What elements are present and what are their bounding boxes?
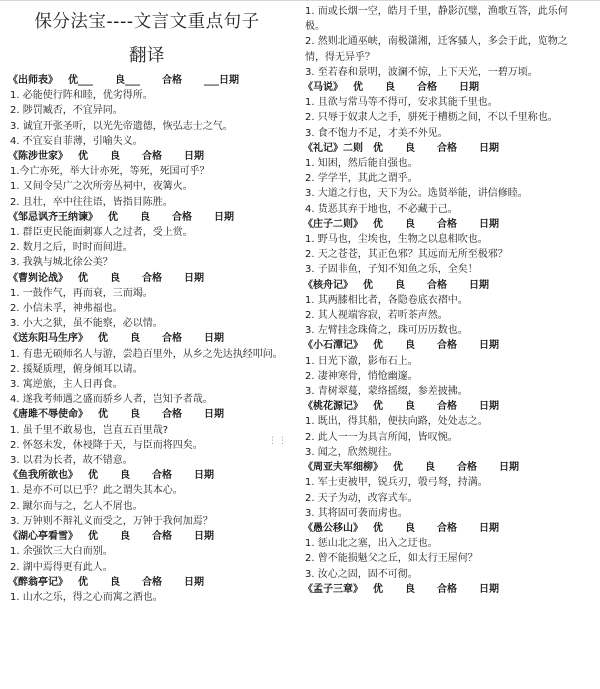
text-section [8,149,286,210]
rating-label: 良 [405,522,415,534]
sentence-item: 1. 且欲与常马等不得可，安求其能千里也。 [305,97,498,109]
text-section [303,80,581,141]
text-section [303,460,581,521]
rating-label: 优 [98,409,108,421]
text-section [8,210,286,271]
text-section [303,338,581,399]
rating-label: 合格 [437,522,457,534]
section-title: 《湖心亭看雪》 [8,531,78,543]
section-header [303,141,581,156]
rating-label: 合格 [152,470,172,482]
section-title: 《庄子二则》 [303,218,363,230]
rating-label: 优 [373,401,383,413]
right-column [303,4,581,597]
rating-label: 日期 [479,583,499,595]
rating-label: 日期 [204,409,224,421]
sentence-item: 1. 是亦不可以已乎？此之谓失其本心。 [10,485,183,497]
rating-label: 日期 [194,531,214,543]
rating-label: 良 [425,462,435,474]
rating-label: 优 [373,583,383,595]
sentence-item: 2. 湖中焉得更有此人。 [10,561,113,573]
rating-label: 优 [88,531,98,543]
rating-label: 合格 [172,211,192,223]
sentence-item: 1. 知困，然后能自强也。 [305,158,418,170]
rating-label: 优 [88,470,98,482]
sentence-item: 2. 小信未孚，神弗福也。 [10,303,123,315]
rating-label: 优 [108,211,118,223]
rating-label: 良 [110,272,120,284]
text-section [8,331,286,407]
rating-label: 日期 [184,576,204,588]
sentence-item: 1. 军士吏被甲，锐兵刃，彀弓弩，持满。 [305,477,488,489]
section-header [303,399,581,414]
rating-label: 优 [363,279,373,291]
section-title: 《桃花源记》 [303,401,363,413]
drag-handle-icon[interactable]: ⋮⋮ [268,436,288,446]
section-title: 《孟子三章》 [303,583,363,595]
rating-label: 合格 [457,462,477,474]
section-title: 《核舟记》 [303,279,353,291]
section-header [8,407,286,422]
title-line-2: 翻译 [129,46,165,66]
rating-label: 优 [98,333,108,345]
sentence-item: 3. 食不饱力不足，才美不外见。 [305,127,448,139]
sentence-item: 1. 一鼓作气，再而衰，三而竭。 [10,287,153,299]
section-title: 《醉翁亭记》 [8,576,68,588]
rating-label: 日期 [469,279,489,291]
section-header [303,217,581,232]
sentence-item: 3. 青树翠蔓，蒙络摇缀，参差披拂。 [305,386,468,398]
text-section [8,575,286,605]
section-header [303,521,581,536]
section-title: 《唐雎不辱使命》 [8,409,88,421]
sentence-item: 4. 不宜妄自菲薄，引喻失义。 [10,135,143,147]
section-title: 《送东阳马生序》 [8,333,88,345]
sentence-item: 2. 此人一一为具言所闻，皆叹惋。 [305,431,458,443]
sentence-item: 3. 以君为长者，故不错意。 [10,455,133,467]
text-section [8,73,286,149]
sentence-item: 1. 必能使行阵和睦，优劣得所。 [10,90,153,102]
sentence-item: 3. 闻之，欣然规往。 [305,446,398,458]
section-title: 《愚公移山》 [303,522,363,534]
left-column [8,5,286,605]
sentence-item: 1. 其两膝相比者，各隐卷底衣褶中。 [305,294,468,306]
rating-label: 合格 [162,409,182,421]
sentence-item: 1. 有患无硕师名人与游，尝趋百里外，从乡之先达执经叩问。 [10,348,283,360]
rating-label: 优 [373,142,383,154]
sentence-item: 1. 日光下澈，影布石上。 [305,355,418,367]
section-title: 《小石潭记》 [303,340,363,352]
rating-label: 合格 [427,279,447,291]
sentence-item: 3. 其将固可袭而虏也。 [305,507,408,519]
section-title: 《礼记》二则 [303,142,363,154]
rating-label: 合格 [437,218,457,230]
text-section [8,271,286,332]
text-section [8,407,286,468]
title-line-1: 保分法宝----文言文重点句子 [34,12,260,32]
section-header [8,529,286,544]
rating-label: 合格 [162,75,182,86]
rating-label: 优 [393,462,403,474]
sentence-item: 1. 而或长烟一空，皓月千里，静影沉璧，渔歌互答，此乐何极。 [305,6,568,33]
text-section [8,468,286,529]
sentence-item: 1. 既出，得其船，便扶向路，处处志之。 [305,416,488,428]
rating-label: 合格 [142,272,162,284]
text-section [303,4,581,80]
sentence-item: 3. 大道之行也，天下为公。选贤举能，讲信修睦。 [305,188,528,200]
sentence-item: 1. 虽千里不敢易也，岂直五百里哉? [10,424,169,436]
section-title: 《邹忌讽齐王纳谏》 [8,211,98,223]
sentence-item: 3. 至若春和景明，波澜不惊，上下天光，一碧万顷。 [305,66,538,78]
sentence-item: 3. 汝心之固，固不可彻。 [305,568,418,580]
sentence-item: 3. 万钟则不辩礼义而受之，万钟于我何加焉？ [10,515,213,527]
sentence-item: 2. 其人视端容寂，若听茶声然。 [305,310,448,322]
rating-label: 优 [78,272,88,284]
text-section [303,399,581,460]
rating-label: 日期 [479,522,499,534]
rating-label: 良 [130,333,140,345]
rating-label: 良 [385,82,395,94]
rating-label: 良 [120,531,130,543]
sentence-item: 2. 天子为动，改容式车。 [305,492,418,504]
section-header [8,149,286,164]
rating-label: 合格 [437,340,457,352]
section-header [8,468,286,483]
section-header [8,73,286,88]
section-header [303,460,581,475]
section-header [303,338,581,353]
sentence-item: 2. 天之苍苍，其正色邪？其远而无所至极邪？ [305,249,508,261]
rating-label: 优 [353,82,363,94]
rating-label: 合格 [142,576,162,588]
sentence-item: 2. 学学半，其此之谓乎。 [305,173,418,185]
text-section [303,141,581,217]
sentence-item: 3. 诚宜开张圣听，以光先帝遗德，恢弘志士之气。 [10,120,233,132]
sentence-item: 2. 只辱于奴隶人之手，骈死于槽枥之间，不以千里称也。 [305,112,558,124]
sentence-item: 4. 货恶其弃于地也，不必藏于己。 [305,203,458,215]
section-header [303,278,581,293]
sentence-item: 1.今亡亦死，举大计亦死，等死，死国可乎？ [10,166,210,178]
rating-label: 良___ [115,75,140,86]
sentence-item: 2. 曾不能损魁父之丘，如太行王屋何？ [305,553,478,565]
rating-label: 日期 [479,218,499,230]
rating-label: 合格 [417,82,437,94]
text-section [303,278,581,339]
rating-label: 良 [405,401,415,413]
section-header [8,575,286,590]
rating-label: 合格 [142,151,162,163]
sentence-item: 1. 惩山北之塞，出入之迂也。 [305,538,438,550]
sentence-item: 1. 余强饮三大白而别。 [10,546,113,558]
rating-label: ___日期 [204,75,239,86]
rating-label: 良 [395,279,405,291]
rating-label: 良 [140,211,150,223]
rating-label: 日期 [184,272,204,284]
section-title: 《陈涉世家》 [8,151,68,163]
rating-label: 良 [130,409,140,421]
sentence-item: 1. 山水之乐，得之心而寓之酒也。 [10,591,163,603]
sentence-item: 1. 又间令吴广之次所旁丛祠中，夜篝火。 [10,181,193,193]
sentence-item: 2. 数月之后，时时而间进。 [10,242,133,254]
section-header [8,331,286,346]
rating-label: 合格 [437,142,457,154]
sentence-item: 3. 左臂挂念珠倚之，珠可历历数也。 [305,325,468,337]
rating-label: 良 [405,142,415,154]
sentence-item: 1. 野马也，尘埃也，生物之以息相吹也。 [305,234,488,246]
sentence-item: 1. 群臣吏民能面刺寡人之过者，受上赏。 [10,227,193,239]
rating-label: 良 [405,340,415,352]
sentence-item: 2. 陟罚臧否，不宜异同。 [10,105,123,117]
rating-label: 合格 [162,333,182,345]
rating-label: 日期 [194,470,214,482]
rating-label: 良 [405,218,415,230]
rating-label: 优 [78,576,88,588]
text-section [303,217,581,278]
rating-label: 日期 [214,211,234,223]
rating-label: 日期 [184,151,204,163]
page-title [8,5,286,73]
rating-label: 日期 [479,401,499,413]
sentence-item: 2. 援疑质理，俯身倾耳以请。 [10,363,143,375]
section-header [8,210,286,225]
rating-label: 合格 [437,583,457,595]
sentence-item: 3. 子固非鱼，子知不知鱼之乐，全矣！ [305,264,478,276]
rating-label: 日期 [204,333,224,345]
sentence-item: 3. 我孰与城北徐公美？ [10,257,113,269]
sentence-item: 3. 寓逆旅，主人日再食。 [10,379,123,391]
section-title: 《马说》 [303,82,343,94]
rating-label: 合格 [437,401,457,413]
rating-label: 良 [110,151,120,163]
rating-label: 优 [373,340,383,352]
sentence-item: 4. 遂我考师遇之盛而骄乡人者，岂知予者哉。 [10,394,213,406]
rating-label: 良 [405,583,415,595]
rating-label: 良 [120,470,130,482]
text-section [303,582,581,597]
sentence-item: 2. 然则北通巫峡，南极潇湘，迁客骚人，多会于此，览物之情，得无异乎？ [305,36,568,63]
rating-label: 日期 [459,82,479,94]
rating-label: 优 [373,522,383,534]
rating-label: 日期 [479,142,499,154]
text-section [8,529,286,575]
sentence-item: 3. 小大之狱，虽不能察，必以情。 [10,318,163,330]
sentence-item: 2. 且壮，卒中往往语，皆指目陈胜。 [10,196,173,208]
sentence-item: 2. 蹴尔而与之，乞人不屑也。 [10,500,143,512]
section-header [303,582,581,597]
sentence-item: 2. 怀怒未发，休祲降于天，与臣而将四矣。 [10,439,203,451]
section-title: 《曹刿论战》 [8,272,68,284]
section-title: 《周亚夫军细柳》 [303,462,383,474]
rating-label: 良 [110,576,120,588]
rating-label: 合格 [152,531,172,543]
rating-label: 日期 [479,340,499,352]
section-title: 《鱼我所欲也》 [8,470,78,482]
sentence-item: 2. 凄神寒骨，悄怆幽邃。 [305,370,418,382]
section-title: 《出师表》 [8,75,58,86]
page-top-edge [0,0,600,1]
section-header [303,80,581,95]
rating-label: 优 [373,218,383,230]
text-section [303,521,581,582]
section-header [8,271,286,286]
rating-label: 优___ [68,75,93,86]
rating-label: 日期 [499,462,519,474]
rating-label: 优 [78,151,88,163]
